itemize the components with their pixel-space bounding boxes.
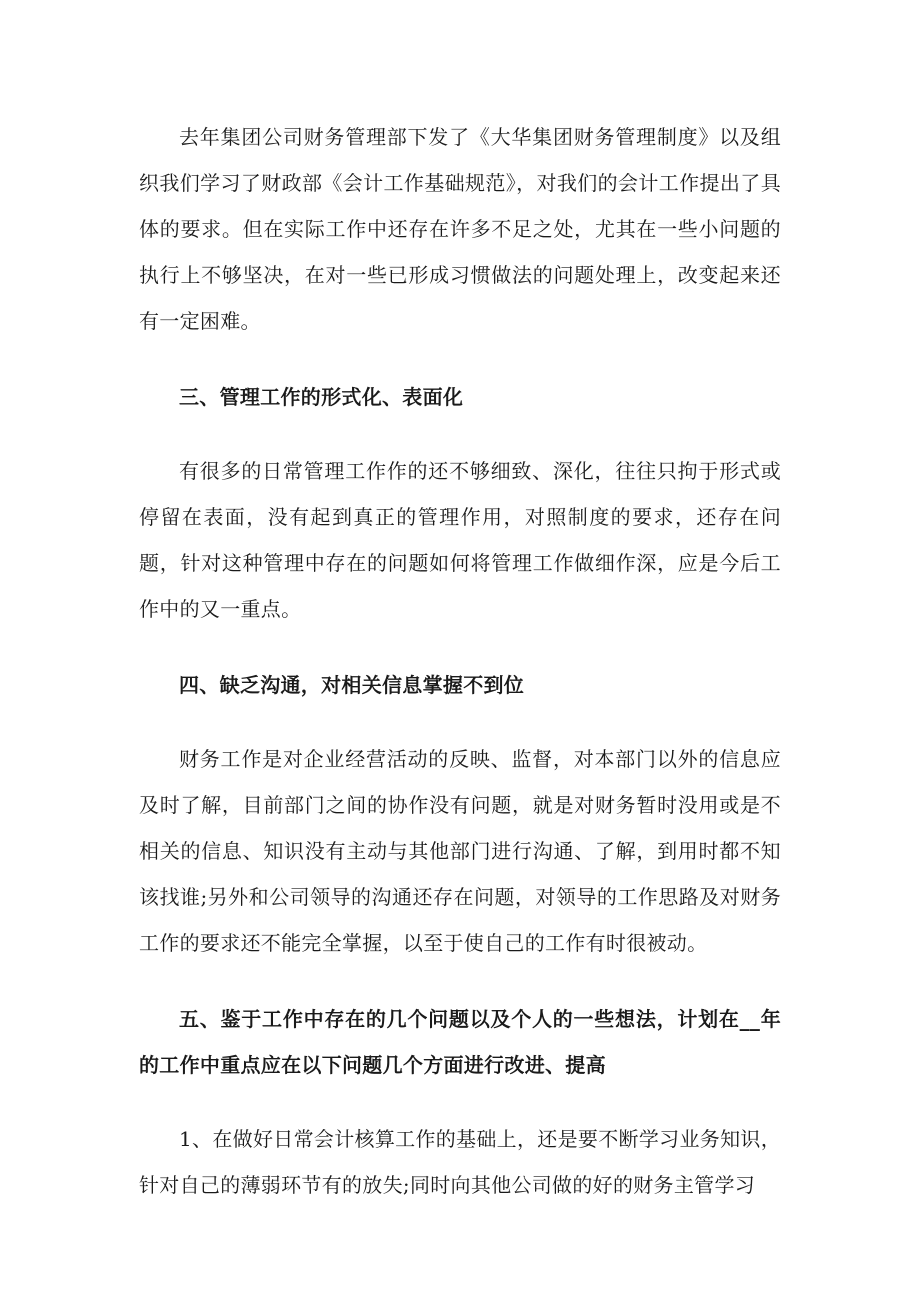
section-heading: 五、鉴于工作中存在的几个问题以及个人的一些想法，计划在__年的工作中重点应在以下问题几个方面进行改进、提高 — [139, 1007, 781, 1077]
paragraph-spacer — [139, 344, 781, 374]
section-heading: 四、缺乏沟通，对相关信息掌握不到位 — [179, 673, 525, 697]
paragraph-spacer — [139, 966, 781, 996]
body-paragraph: 1、在做好日常会计核算工作的基础上，还是要不断学习业务知识，针对自己的薄弱环节有的放失;同时向其他公司做的好的财务主管学习 — [139, 1127, 781, 1197]
heading-spacer — [139, 420, 781, 448]
heading-spacer — [139, 1088, 781, 1116]
paragraph-spacer — [139, 632, 781, 662]
heading-spacer — [139, 708, 781, 736]
body-paragraph: 有很多的日常管理工作作的还不够细致、深化，往往只拘于形式或停留在表面，没有起到真正的管理作用，对照制度的要求，还存在问题，针对这种管理中存在的问题如何将管理工作做细作深，应是今后工作中的又一重点。 — [139, 459, 781, 621]
body-paragraph: 财务工作是对企业经营活动的反映、监督，对本部门以外的信息应及时了解，目前部门之间的协作没有问题，就是对财务暂时没用或是不相关的信息、知识没有主动与其他部门进行沟通、了解，到用时都不知该找谁;另外和公司领导的沟通还存在问题，对领导的工作思路及对财务工作的要求还不能完全掌握，以至于使自己的工作有时很被动。 — [139, 747, 781, 955]
document-body — [139, 114, 781, 1208]
section-heading: 三、管理工作的形式化、表面化 — [179, 385, 464, 409]
body-paragraph: 去年集团公司财务管理部下发了《大华集团财务管理制度》以及组织我们学习了财政部《会计工作基础规范》，对我们的会计工作提出了具体的要求。但在实际工作中还存在许多不足之处，尤其在一些小问题的执行上不够坚决，在对一些已形成习惯做法的问题处理上，改变起来还有一定困难。 — [139, 125, 781, 333]
